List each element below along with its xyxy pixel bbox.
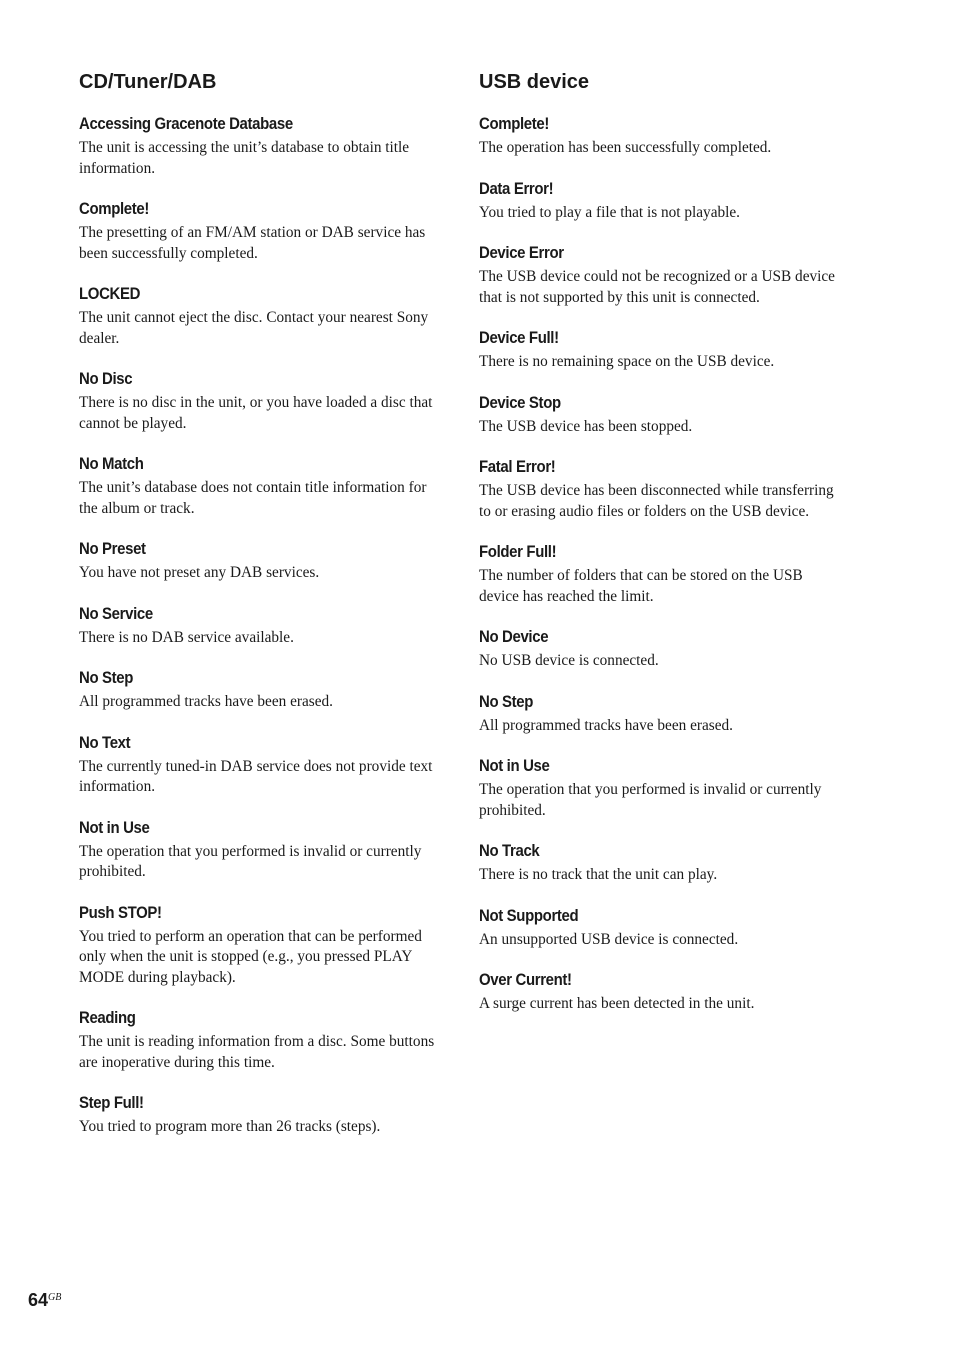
- entry-description: You tried to play a file that is not playable.: [479, 203, 740, 221]
- right-column: [479, 68, 844, 1034]
- entry-no-device: [479, 626, 844, 672]
- entry-title: Not Supported: [479, 905, 579, 925]
- entry-data-error: [479, 178, 844, 224]
- entry-title: No Preset: [79, 539, 146, 558]
- entry-reading: [79, 1007, 444, 1073]
- entry-fatal-error: [479, 456, 844, 522]
- section-title-usb-device: USB device: [479, 71, 590, 93]
- entry-accessing-gracenote-database: [79, 113, 444, 179]
- entry-description: All programmed tracks have been erased.: [79, 693, 333, 710]
- entry-push-stop: [79, 902, 444, 989]
- entry-title: No Step: [479, 691, 534, 711]
- entry-title: No Text: [79, 732, 131, 752]
- entry-title: No Step: [79, 668, 134, 687]
- entry-title: No Match: [79, 454, 144, 473]
- entry-no-track: [479, 840, 844, 886]
- entry-title: Not in Use: [79, 817, 150, 837]
- entry-title: Reading: [79, 1008, 136, 1027]
- page-region-code: GB: [48, 1292, 62, 1303]
- entry-title: Folder Full!: [479, 542, 557, 561]
- entry-complete: [479, 113, 844, 159]
- entry-folder-full: [479, 541, 844, 607]
- entry-description: There is no remaining space on the USB device.: [479, 353, 775, 370]
- entry-description: The USB device has been disconnected while transferring to or erasing audio files or folders on the USB device.: [479, 482, 834, 520]
- section-title-cd-tuner-dab: CD/Tuner/DAB: [79, 71, 217, 93]
- entry-not-in-use: [79, 817, 444, 883]
- page-number-value: 64: [28, 1290, 49, 1310]
- entry-description: The currently tuned-in DAB service does not provide text information.: [79, 757, 433, 795]
- entry-title: Accessing Gracenote Database: [79, 114, 293, 133]
- entry-over-current: [479, 969, 844, 1015]
- entry-description: A surge current has been detected in the unit.: [479, 995, 755, 1012]
- entry-description: The operation that you performed is invalid or currently prohibited.: [79, 842, 422, 880]
- entry-no-step: [79, 667, 444, 713]
- entry-description: An unsupported USB device is connected.: [479, 930, 739, 948]
- entry-no-service: [79, 603, 444, 649]
- entry-title: No Service: [79, 603, 153, 623]
- entry-description: There is no DAB service available.: [79, 628, 294, 646]
- entry-description: The number of folders that can be stored on the USB device has reached the limit.: [479, 567, 803, 605]
- entry-description: The USB device has been stopped.: [479, 417, 693, 435]
- entry-description: The operation that you performed is invalid or currently prohibited.: [479, 781, 822, 819]
- entry-description: You have not preset any DAB services.: [79, 564, 320, 581]
- entry-title: Data Error!: [479, 178, 554, 198]
- entry-description: All programmed tracks have been erased.: [479, 716, 733, 734]
- entry-description: No USB device is connected.: [479, 652, 659, 669]
- entry-title: Device Error: [479, 243, 564, 262]
- entry-title: Over Current!: [479, 970, 572, 989]
- entry-title: No Disc: [79, 369, 133, 388]
- entry-description: The presetting of an FM/AM station or DAB service has been successfully completed.: [79, 224, 426, 262]
- entry-description: The unit’s database does not contain title information for the album or track.: [79, 479, 427, 517]
- entry-no-step: [479, 691, 844, 737]
- entry-description: There is no disc in the unit, or you have loaded a disc that cannot be played.: [79, 394, 433, 432]
- page-number: [28, 1288, 61, 1312]
- entry-description: The USB device could not be recognized or a USB device that is not supported by this unit is connected.: [479, 268, 835, 306]
- entry-complete: [79, 198, 444, 264]
- entry-title: Device Stop: [479, 392, 561, 412]
- entry-device-full: [479, 327, 844, 373]
- entry-no-text: [79, 732, 444, 798]
- entry-description: You tried to perform an operation that can be performed only when the unit is stopped (e.g., you pressed PLAY MODE during playback).: [79, 927, 422, 986]
- entry-device-stop: [479, 392, 844, 438]
- entry-title: Fatal Error!: [479, 457, 556, 476]
- entry-title: Not in Use: [479, 756, 550, 775]
- entry-title: Device Full!: [479, 328, 559, 347]
- entry-no-preset: [79, 538, 444, 584]
- entry-title: No Track: [479, 841, 540, 860]
- entry-no-match: [79, 453, 444, 519]
- entry-not-supported: [479, 905, 844, 951]
- entry-description: The unit is accessing the unit’s database to obtain title information.: [79, 139, 410, 177]
- entry-title: LOCKED: [79, 284, 141, 303]
- entry-title: Complete!: [79, 199, 149, 218]
- entry-not-in-use: [479, 755, 844, 821]
- entry-device-error: [479, 242, 844, 308]
- entry-description: The operation has been successfully completed.: [479, 139, 772, 156]
- entry-no-disc: [79, 368, 444, 434]
- entry-title: Complete!: [479, 114, 549, 133]
- entry-description: The unit is reading information from a disc. Some buttons are inoperative during this time.: [79, 1033, 435, 1071]
- entry-description: You tried to program more than 26 tracks (steps).: [79, 1118, 381, 1135]
- entry-description: There is no track that the unit can play.: [479, 866, 718, 883]
- entry-description: The unit cannot eject the disc. Contact your nearest Sony dealer.: [79, 309, 429, 347]
- left-column: [79, 68, 444, 1157]
- entry-locked: [79, 283, 444, 349]
- entry-title: Push STOP!: [79, 902, 162, 922]
- entry-title: No Device: [479, 627, 549, 646]
- entry-step-full: [79, 1092, 444, 1138]
- entry-title: Step Full!: [79, 1093, 144, 1112]
